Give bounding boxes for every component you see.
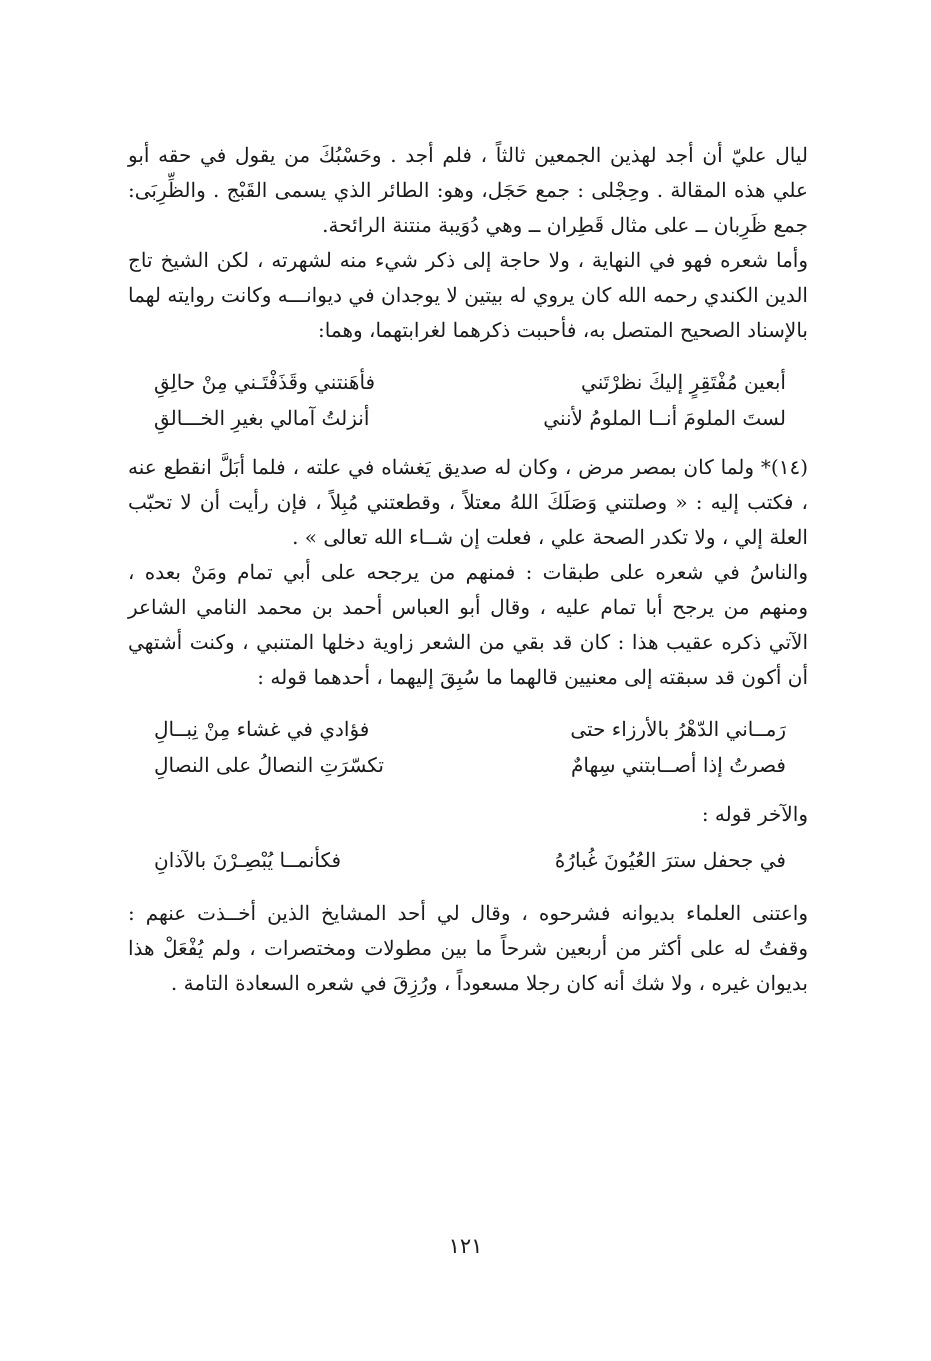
page-number: ١٢١ <box>448 1234 483 1258</box>
first-hemistich: رَمــاني الدّهْرُ بالأرزاء حتى <box>570 717 786 741</box>
verse-line <box>128 364 808 400</box>
first-hemistich: لستَ الملومَ أنــا الملومُ لأنني <box>543 406 786 430</box>
verse-line <box>128 842 808 878</box>
poem-block <box>128 711 808 783</box>
page-body <box>128 138 808 1001</box>
first-hemistich: أبعين مُفْتَقِرٍ إليكَ نظرْتَني <box>581 370 786 394</box>
second-hemistich: فؤادي في غشاء مِنْ نِبــالِ <box>154 717 370 741</box>
verse-line <box>128 400 808 436</box>
verse-line <box>128 711 808 747</box>
bridge-line: والآخر قوله : <box>701 802 808 826</box>
paragraph: (١٤)* ولما كان بمصر مرض ، وكان له صديق يَغشاه في علته ، فلما أبَلَّ انقطع عنه ، فكتب إليه : « وصلتني وَصَلَكَ اللهُ معتلاً ، وقطعتني مُبِلاً ، فإن رأيت أن لا تحبّب العلة إلي ، ولا تكدر الصحة علي ، فعلت إن شــاء الله تعالى » . <box>128 455 808 549</box>
poem-block <box>128 364 808 436</box>
paragraph: ليال عليّ أن أجد لهذين الجمعين ثالثاً ، فلم أجد . وحَسْبُكَ من يقول في حقه أبو علي هذه المقالة . وحِجْلى : جمع حَجَل، وهو: الطائر الذي يسمى القَبْج . والظِّرِبَى: جمع ظَرِبان ــ على مثال قَطِران ــ وهي دُوَيبة منتنة الرائحة. <box>128 143 808 237</box>
second-hemistich: تكسّرَتِ النصالُ على النصالِ <box>154 753 384 777</box>
first-hemistich: في جحفل سترَ العُيُونَ غُبارُهُ <box>554 848 786 872</box>
second-hemistich: فكأنمــا يُبْصِـرْنَ بالآذانِ <box>154 848 342 872</box>
first-hemistich: فصرتُ إذا أصــابتني سِهامٌ <box>571 753 786 777</box>
verse-line <box>128 747 808 783</box>
paragraph: والناسُ في شعره على طبقات : فمنهم من يرجحه على أبي تمام ومَنْ بعده ، ومنهم من يرجح أبا تمام عليه ، وقال أبو العباس أحمد بن محمد النامي الشاعر الآتي ذكره عقيب هذا : كان قد بقي من الشعر زاوية دخلها المتنبي ، وكنت أشتهي أن أكون قد سبقته إلى معنيين قالهما ما سُبِقَ إليهما ، أحدهما قوله : <box>128 560 808 689</box>
paragraph: وأما شعره فهو في النهاية ، ولا حاجة إلى ذكر شيء منه لشهرته ، لكن الشيخ تاج الدين الكندي رحمه الله كان يروي له بيتين لا يوجدان في ديوانـــه وكانت روايته لهما بالإسناد الصحيح المتصل به، فأحببت ذكرهما لغرابتهما، وهما: <box>128 248 808 342</box>
second-hemistich: أنزلتُ آمالي بغيرِ الخـــالقِ <box>154 406 370 430</box>
second-hemistich: فأهَنتني وقَذَفْتَـني مِنْ حالِقِ <box>154 370 376 394</box>
paragraph: واعتنى العلماء بديوانه فشرحوه ، وقال لي أحد المشايخ الذين أخــذت عنهم : وقفتُ له على أكثر من أربعين شرحاً ما بين مطولات ومختصرات ، ولم يُفْعَلْ هذا بديوان غيره ، ولا شك أنه كان رجلا مسعوداً ، ورُزِقَ في شعره السعادة التامة . <box>128 901 808 995</box>
